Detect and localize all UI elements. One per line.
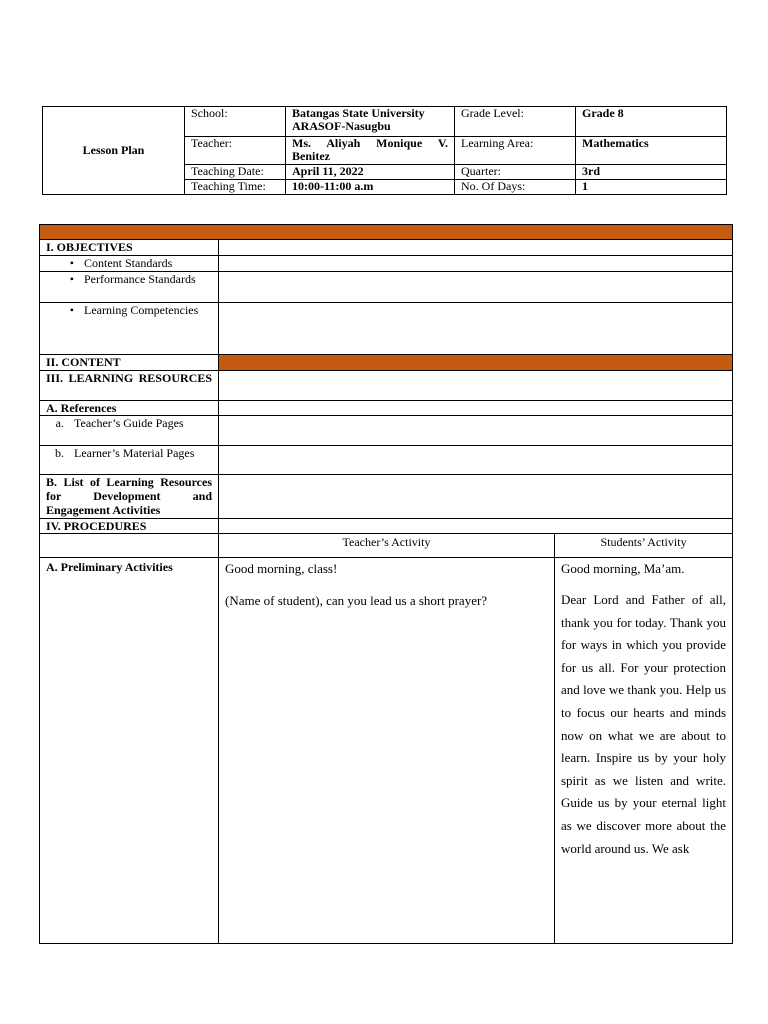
list-marker: b. — [55, 446, 64, 460]
school-value: Batangas State University ARASOF-Nasugbu — [286, 107, 455, 137]
performance-standards-cell — [219, 272, 733, 303]
lesson-body-table — [39, 224, 733, 944]
learners-material-label: Learner’s Material Pages — [74, 446, 195, 460]
content-standards-cell — [219, 256, 733, 272]
procedures-cell — [219, 519, 733, 534]
quarter-value: 3rd — [576, 165, 727, 180]
school-label: School: — [185, 107, 286, 137]
teachers-guide-cell — [219, 416, 733, 446]
orange-banner — [40, 225, 733, 240]
teacher-value: Ms. Aliyah Monique V. Benitez — [286, 137, 455, 165]
days-value: 1 — [576, 180, 727, 195]
teaching-time-label: Teaching Time: — [185, 180, 286, 195]
list-resources-cell — [219, 475, 733, 519]
learning-area-value: Mathematics — [576, 137, 727, 165]
learning-competencies-label: Learning Competencies — [84, 303, 199, 317]
learning-competencies-item — [40, 303, 219, 355]
learning-area-label: Learning Area: — [455, 137, 576, 165]
teachers-guide-label: Teacher’s Guide Pages — [74, 416, 184, 430]
lesson-plan-title: Lesson Plan — [43, 107, 185, 195]
grade-level-label: Grade Level: — [455, 107, 576, 137]
content-heading: II. CONTENT — [40, 355, 219, 371]
list-marker: a. — [55, 416, 64, 430]
references-heading: A. References — [40, 401, 219, 416]
objectives-heading: I. OBJECTIVES — [40, 240, 219, 256]
content-standards-label: Content Standards — [84, 256, 173, 270]
teacher-prayer-request: (Name of student), can you lead us a short prayer? — [225, 593, 488, 608]
procedures-heading: IV. PROCEDURES — [40, 519, 219, 534]
teaching-time-value: 10:00-11:00 a.m — [286, 180, 455, 195]
preliminary-activities-heading: A. Preliminary Activities — [40, 558, 219, 944]
student-prayer: Dear Lord and Father of all, thank you for today. Thank you for ways in which you provide for us all. For your protection and love we thank you. Help us to focus our hearts and minds now on what we are about to learn. Inspire us by your holy spirit as we listen and write. Guide us by your eternal light as we discover more about the world around us. We ask — [561, 592, 727, 856]
bullet-icon: • — [69, 303, 74, 317]
bullet-icon: • — [69, 272, 74, 286]
days-label: No. Of Days: — [455, 180, 576, 195]
content-orange-cell — [219, 355, 733, 371]
teachers-activity-header: Teacher’s Activity — [219, 534, 555, 558]
grade-level-value: Grade 8 — [576, 107, 727, 137]
teacher-greeting: Good morning, class! — [225, 561, 338, 576]
learning-competencies-cell — [219, 303, 733, 355]
lesson-header-table — [42, 106, 727, 195]
teaching-date-value: April 11, 2022 — [286, 165, 455, 180]
teacher-activity-cell — [219, 558, 555, 944]
students-activity-header: Students’ Activity — [555, 534, 733, 558]
learners-material-item — [40, 446, 219, 475]
references-cell — [219, 401, 733, 416]
teacher-label: Teacher: — [185, 137, 286, 165]
teachers-guide-item — [40, 416, 219, 446]
student-greeting: Good morning, Ma’am. — [561, 561, 685, 576]
objectives-cell — [219, 240, 733, 256]
list-resources-heading: B. List of Learning Resources for Development and Engagement Activities — [40, 475, 219, 519]
performance-standards-label: Performance Standards — [84, 272, 196, 286]
teaching-date-label: Teaching Date: — [185, 165, 286, 180]
activity-label-blank — [40, 534, 219, 558]
learning-resources-heading: III. LEARNING RESOURCES — [40, 371, 219, 401]
learners-material-cell — [219, 446, 733, 475]
content-standards-item — [40, 256, 219, 272]
bullet-icon: • — [69, 256, 74, 270]
learning-resources-cell — [219, 371, 733, 401]
performance-standards-item — [40, 272, 219, 303]
quarter-label: Quarter: — [455, 165, 576, 180]
student-activity-cell — [555, 558, 733, 944]
